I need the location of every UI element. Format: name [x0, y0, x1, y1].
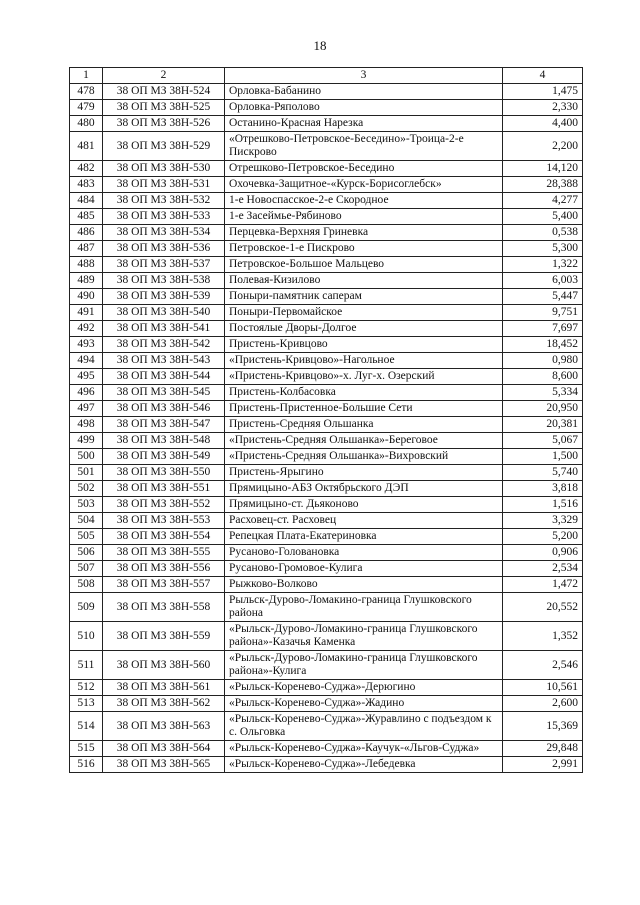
row-number-cell: 507: [70, 561, 103, 577]
row-number-cell: 479: [70, 100, 103, 116]
road-length-cell: 1,352: [503, 622, 583, 651]
road-name-cell: Пристень-Колбасовка: [225, 385, 503, 401]
road-code-cell: 38 ОП МЗ 38Н-538: [103, 273, 225, 289]
road-code-cell: 38 ОП МЗ 38Н-560: [103, 651, 225, 680]
road-name-cell: Рыжково-Волково: [225, 577, 503, 593]
table-row: [70, 84, 583, 100]
row-number-cell: 485: [70, 209, 103, 225]
road-length-cell: 4,400: [503, 116, 583, 132]
road-name-cell: Отрешково-Петровское-Беседино: [225, 161, 503, 177]
road-code-cell: 38 ОП МЗ 38Н-540: [103, 305, 225, 321]
table-header-row: [70, 68, 583, 84]
road-length-cell: 5,200: [503, 529, 583, 545]
row-number-cell: 486: [70, 225, 103, 241]
table-row: [70, 561, 583, 577]
row-number-cell: 489: [70, 273, 103, 289]
row-number-cell: 482: [70, 161, 103, 177]
road-length-cell: 5,300: [503, 241, 583, 257]
table-row: [70, 289, 583, 305]
road-length-cell: 10,561: [503, 680, 583, 696]
road-code-cell: 38 ОП МЗ 38Н-544: [103, 369, 225, 385]
road-code-cell: 38 ОП МЗ 38Н-565: [103, 757, 225, 773]
road-length-cell: 1,322: [503, 257, 583, 273]
road-code-cell: 38 ОП МЗ 38Н-546: [103, 401, 225, 417]
table-row: [70, 369, 583, 385]
road-name-cell: Охочевка-Защитное-«Курск-Борисоглебск»: [225, 177, 503, 193]
road-code-cell: 38 ОП МЗ 38Н-534: [103, 225, 225, 241]
road-length-cell: 2,546: [503, 651, 583, 680]
road-code-cell: 38 ОП МЗ 38Н-548: [103, 433, 225, 449]
road-code-cell: 38 ОП МЗ 38Н-556: [103, 561, 225, 577]
row-number-cell: 498: [70, 417, 103, 433]
column-header: 1: [70, 68, 103, 84]
road-code-cell: 38 ОП МЗ 38Н-543: [103, 353, 225, 369]
row-number-cell: 514: [70, 712, 103, 741]
road-code-cell: 38 ОП МЗ 38Н-532: [103, 193, 225, 209]
row-number-cell: 510: [70, 622, 103, 651]
road-length-cell: 5,447: [503, 289, 583, 305]
road-name-cell: Орловка-Бабанино: [225, 84, 503, 100]
row-number-cell: 504: [70, 513, 103, 529]
road-name-cell: 1-е Новоспасское-2-е Скородное: [225, 193, 503, 209]
row-number-cell: 494: [70, 353, 103, 369]
roads-table: [69, 67, 583, 773]
row-number-cell: 488: [70, 257, 103, 273]
road-name-cell: «Рыльск-Коренево-Суджа»-Дерюгино: [225, 680, 503, 696]
row-number-cell: 503: [70, 497, 103, 513]
row-number-cell: 480: [70, 116, 103, 132]
road-code-cell: 38 ОП МЗ 38Н-554: [103, 529, 225, 545]
table-row: [70, 321, 583, 337]
table-row: [70, 545, 583, 561]
table-row: [70, 712, 583, 741]
table-row: [70, 132, 583, 161]
row-number-cell: 490: [70, 289, 103, 305]
road-name-cell: Прямицыно-АБЗ Октябрьского ДЭП: [225, 481, 503, 497]
road-code-cell: 38 ОП МЗ 38Н-561: [103, 680, 225, 696]
road-length-cell: 7,697: [503, 321, 583, 337]
row-number-cell: 497: [70, 401, 103, 417]
road-name-cell: «Пристень-Средняя Ольшанка»-Береговое: [225, 433, 503, 449]
row-number-cell: 509: [70, 593, 103, 622]
road-name-cell: Полевая-Кизилово: [225, 273, 503, 289]
road-length-cell: 6,003: [503, 273, 583, 289]
road-code-cell: 38 ОП МЗ 38Н-530: [103, 161, 225, 177]
road-code-cell: 38 ОП МЗ 38Н-564: [103, 741, 225, 757]
road-length-cell: 15,369: [503, 712, 583, 741]
road-length-cell: 5,400: [503, 209, 583, 225]
road-code-cell: 38 ОП МЗ 38Н-525: [103, 100, 225, 116]
page-number: 18: [313, 38, 327, 53]
road-code-cell: 38 ОП МЗ 38Н-558: [103, 593, 225, 622]
table-row: [70, 417, 583, 433]
table-row: [70, 593, 583, 622]
table-row: [70, 577, 583, 593]
road-length-cell: 29,848: [503, 741, 583, 757]
column-header: 4: [503, 68, 583, 84]
road-code-cell: 38 ОП МЗ 38Н-559: [103, 622, 225, 651]
table-row: [70, 741, 583, 757]
table-row: [70, 353, 583, 369]
table-row: [70, 401, 583, 417]
road-name-cell: Перцевка-Верхняя Гриневка: [225, 225, 503, 241]
road-name-cell: «Рыльск-Коренево-Суджа»-Жадино: [225, 696, 503, 712]
row-number-cell: 508: [70, 577, 103, 593]
road-length-cell: 0,980: [503, 353, 583, 369]
road-code-cell: 38 ОП МЗ 38Н-562: [103, 696, 225, 712]
row-number-cell: 511: [70, 651, 103, 680]
road-code-cell: 38 ОП МЗ 38Н-550: [103, 465, 225, 481]
road-name-cell: Пристень-Средняя Ольшанка: [225, 417, 503, 433]
road-name-cell: Постоялые Дворы-Долгое: [225, 321, 503, 337]
road-name-cell: Прямицыно-ст. Дьяконово: [225, 497, 503, 513]
road-length-cell: 2,991: [503, 757, 583, 773]
road-length-cell: 3,818: [503, 481, 583, 497]
road-length-cell: 8,600: [503, 369, 583, 385]
road-code-cell: 38 ОП МЗ 38Н-531: [103, 177, 225, 193]
row-number-cell: 500: [70, 449, 103, 465]
road-name-cell: Петровское-1-е Пискрово: [225, 241, 503, 257]
row-number-cell: 495: [70, 369, 103, 385]
road-code-cell: 38 ОП МЗ 38Н-545: [103, 385, 225, 401]
column-header: 3: [225, 68, 503, 84]
column-header: 2: [103, 68, 225, 84]
table-row: [70, 385, 583, 401]
table-row: [70, 100, 583, 116]
table-row: [70, 513, 583, 529]
road-length-cell: 0,538: [503, 225, 583, 241]
table-row: [70, 241, 583, 257]
table-row: [70, 177, 583, 193]
road-name-cell: Репецкая Плата-Екатериновка: [225, 529, 503, 545]
road-code-cell: 38 ОП МЗ 38Н-557: [103, 577, 225, 593]
road-code-cell: 38 ОП МЗ 38Н-541: [103, 321, 225, 337]
road-length-cell: 1,516: [503, 497, 583, 513]
road-length-cell: 5,740: [503, 465, 583, 481]
road-length-cell: 9,751: [503, 305, 583, 321]
road-code-cell: 38 ОП МЗ 38Н-553: [103, 513, 225, 529]
table-row: [70, 257, 583, 273]
table-row: [70, 161, 583, 177]
road-length-cell: 2,600: [503, 696, 583, 712]
road-length-cell: 1,500: [503, 449, 583, 465]
road-length-cell: 1,475: [503, 84, 583, 100]
road-code-cell: 38 ОП МЗ 38Н-549: [103, 449, 225, 465]
table-row: [70, 651, 583, 680]
table-row: [70, 225, 583, 241]
road-code-cell: 38 ОП МЗ 38Н-537: [103, 257, 225, 273]
table-row: [70, 433, 583, 449]
table-body: [70, 84, 583, 773]
row-number-cell: 506: [70, 545, 103, 561]
table-row: [70, 465, 583, 481]
row-number-cell: 512: [70, 680, 103, 696]
row-number-cell: 492: [70, 321, 103, 337]
road-name-cell: Поныри-Первомайское: [225, 305, 503, 321]
table-row: [70, 497, 583, 513]
row-number-cell: 501: [70, 465, 103, 481]
road-length-cell: 20,552: [503, 593, 583, 622]
road-name-cell: Расховец-ст. Расховец: [225, 513, 503, 529]
road-length-cell: 18,452: [503, 337, 583, 353]
table-row: [70, 337, 583, 353]
road-length-cell: 2,534: [503, 561, 583, 577]
row-number-cell: 487: [70, 241, 103, 257]
row-number-cell: 502: [70, 481, 103, 497]
road-name-cell: Русаново-Головановка: [225, 545, 503, 561]
table-row: [70, 757, 583, 773]
road-name-cell: Пристень-Ярыгино: [225, 465, 503, 481]
road-length-cell: 2,330: [503, 100, 583, 116]
table-row: [70, 529, 583, 545]
table-row: [70, 193, 583, 209]
road-code-cell: 38 ОП МЗ 38Н-533: [103, 209, 225, 225]
road-code-cell: 38 ОП МЗ 38Н-526: [103, 116, 225, 132]
road-name-cell: Орловка-Ряполово: [225, 100, 503, 116]
road-length-cell: 14,120: [503, 161, 583, 177]
road-code-cell: 38 ОП МЗ 38Н-529: [103, 132, 225, 161]
road-code-cell: 38 ОП МЗ 38Н-536: [103, 241, 225, 257]
road-code-cell: 38 ОП МЗ 38Н-539: [103, 289, 225, 305]
road-length-cell: 1,472: [503, 577, 583, 593]
row-number-cell: 493: [70, 337, 103, 353]
road-name-cell: «Пристень-Кривцово»-х. Луг-х. Озерский: [225, 369, 503, 385]
road-name-cell: Останино-Красная Нарезка: [225, 116, 503, 132]
road-name-cell: Петровское-Большое Мальцево: [225, 257, 503, 273]
row-number-cell: 513: [70, 696, 103, 712]
row-number-cell: 496: [70, 385, 103, 401]
row-number-cell: 505: [70, 529, 103, 545]
row-number-cell: 481: [70, 132, 103, 161]
table-row: [70, 680, 583, 696]
road-code-cell: 38 ОП МЗ 38Н-552: [103, 497, 225, 513]
row-number-cell: 491: [70, 305, 103, 321]
road-code-cell: 38 ОП МЗ 38Н-551: [103, 481, 225, 497]
row-number-cell: 484: [70, 193, 103, 209]
table-row: [70, 696, 583, 712]
road-name-cell: Русаново-Громовое-Кулига: [225, 561, 503, 577]
row-number-cell: 516: [70, 757, 103, 773]
road-length-cell: 3,329: [503, 513, 583, 529]
road-name-cell: Рыльск-Дурово-Ломакино-граница Глушковского района: [225, 593, 503, 622]
road-length-cell: 5,334: [503, 385, 583, 401]
road-name-cell: «Рыльск-Коренево-Суджа»-Журавлино с подъездом к с. Ольговка: [225, 712, 503, 741]
road-length-cell: 20,950: [503, 401, 583, 417]
row-number-cell: 478: [70, 84, 103, 100]
road-name-cell: «Рыльск-Коренево-Суджа»-Лебедевка: [225, 757, 503, 773]
road-name-cell: «Рыльск-Коренево-Суджа»-Каучук-«Льгов-Суджа»: [225, 741, 503, 757]
road-length-cell: 28,388: [503, 177, 583, 193]
road-code-cell: 38 ОП МЗ 38Н-563: [103, 712, 225, 741]
row-number-cell: 515: [70, 741, 103, 757]
road-name-cell: Пристень-Кривцово: [225, 337, 503, 353]
road-name-cell: «Рыльск-Дурово-Ломакино-граница Глушковского района»-Казачья Каменка: [225, 622, 503, 651]
road-name-cell: Пристень-Пристенное-Большие Сети: [225, 401, 503, 417]
road-length-cell: 0,906: [503, 545, 583, 561]
road-length-cell: 20,381: [503, 417, 583, 433]
table-row: [70, 449, 583, 465]
table-row: [70, 116, 583, 132]
road-length-cell: 2,200: [503, 132, 583, 161]
road-name-cell: «Пристень-Кривцово»-Нагольное: [225, 353, 503, 369]
road-code-cell: 38 ОП МЗ 38Н-524: [103, 84, 225, 100]
table-row: [70, 622, 583, 651]
row-number-cell: 499: [70, 433, 103, 449]
table-row: [70, 481, 583, 497]
table-row: [70, 273, 583, 289]
road-code-cell: 38 ОП МЗ 38Н-555: [103, 545, 225, 561]
road-name-cell: 1-е Засеймье-Рябиново: [225, 209, 503, 225]
road-name-cell: Поныри-памятник саперам: [225, 289, 503, 305]
table-row: [70, 209, 583, 225]
road-code-cell: 38 ОП МЗ 38Н-547: [103, 417, 225, 433]
road-code-cell: 38 ОП МЗ 38Н-542: [103, 337, 225, 353]
road-name-cell: «Пристень-Средняя Ольшанка»-Вихровский: [225, 449, 503, 465]
row-number-cell: 483: [70, 177, 103, 193]
road-name-cell: «Отрешково-Петровское-Беседино»-Троица-2-е Пискрово: [225, 132, 503, 161]
road-length-cell: 5,067: [503, 433, 583, 449]
table-row: [70, 305, 583, 321]
road-length-cell: 4,277: [503, 193, 583, 209]
road-name-cell: «Рыльск-Дурово-Ломакино-граница Глушковского района»-Кулига: [225, 651, 503, 680]
